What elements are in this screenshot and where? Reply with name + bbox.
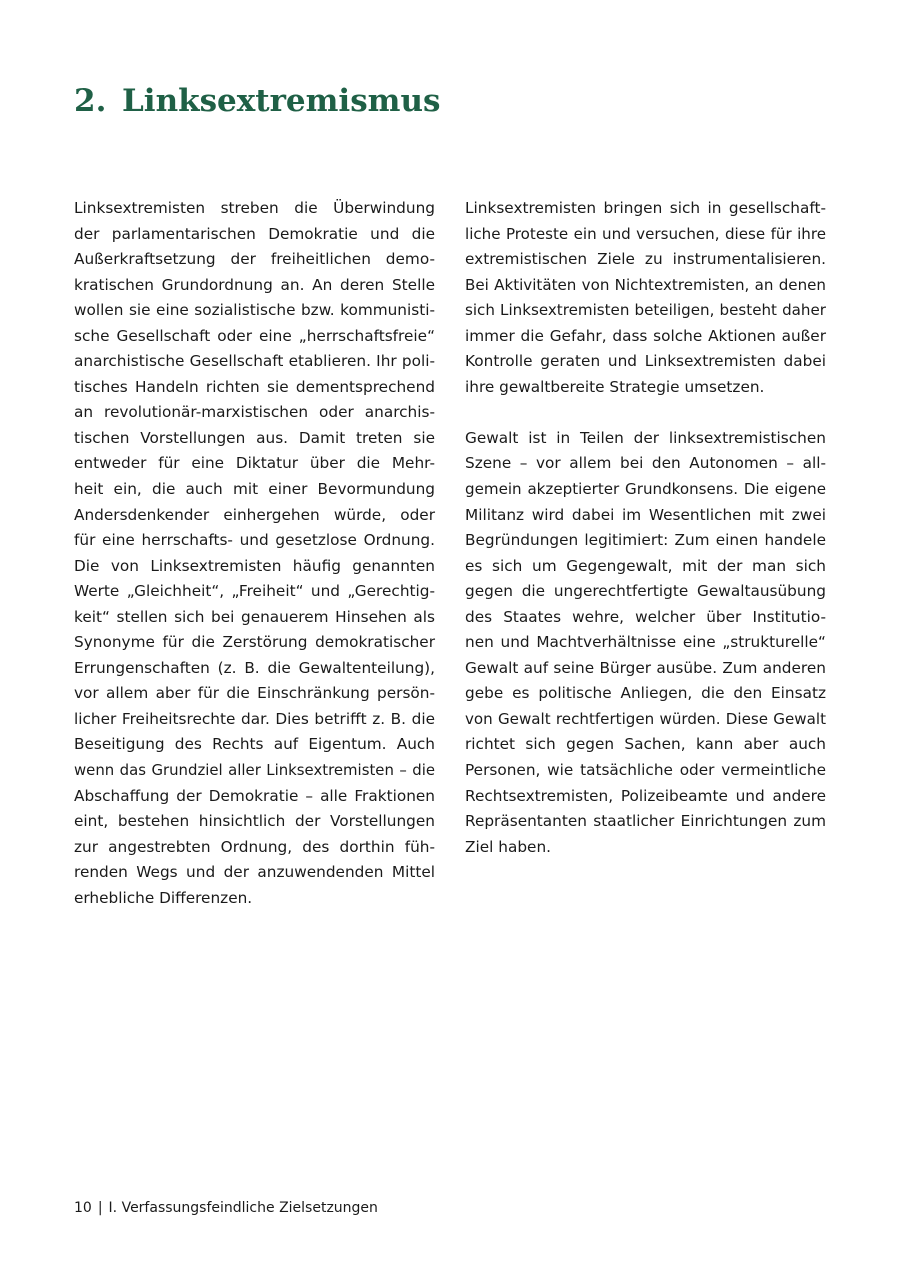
text-line: zur angestrebten Ordnung, des dorthin füh-	[74, 837, 435, 856]
text-line: Personen, wie tatsächliche oder vermeintliche	[465, 761, 826, 780]
text-line: tisches Handeln richten sie dementsprechend	[74, 377, 435, 396]
paragraph-gap	[465, 400, 826, 426]
text-line: wollen sie eine sozialistische bzw. kommunisti-	[74, 301, 435, 320]
text-line: Abschaffung der Demokratie – alle Fraktionen	[74, 786, 435, 805]
text-line: heit ein, die auch mit einer Bevormundung	[74, 480, 435, 499]
text-line: Errungenschaften (z. B. die Gewaltenteilung),	[74, 658, 435, 677]
text-line: gebe es politische Anliegen, die den Einsatz	[465, 684, 826, 703]
text-line: Die von Linksextremisten häufig genannten	[74, 556, 435, 575]
text-line: Ziel haben.	[465, 837, 552, 856]
text-line: der parlamentarischen Demokratie und die	[74, 224, 435, 243]
section-number: 2.	[74, 83, 107, 119]
text-line: Gewalt auf seine Bürger ausübe. Zum anderen	[465, 658, 826, 677]
text-line: ihre gewaltbereite Strategie umsetzen.	[465, 377, 765, 396]
footer-section-title: I. Verfassungsfeindliche Zielsetzungen	[108, 1200, 378, 1216]
text-line: Kontrolle geraten und Linksextremisten dabei	[465, 352, 826, 371]
text-line: richtet sich gegen Sachen, kann aber auch	[465, 735, 826, 754]
text-line: Außerkraftsetzung der freiheitlichen demo-	[74, 250, 435, 269]
text-line: liche Proteste ein und versuchen, diese für ihre	[465, 224, 826, 243]
text-line: nen und Machtverhältnisse eine „strukturelle“	[465, 633, 826, 652]
text-line: Rechtsextremisten, Polizeibeamte und andere	[465, 786, 826, 805]
text-line: Werte „Gleichheit“, „Freiheit“ und „Gerechtig-	[74, 582, 435, 601]
text-line: Andersdenkender einhergehen würde, oder	[74, 505, 435, 524]
text-line: licher Freiheitsrechte dar. Dies betrifft z. B. die	[74, 709, 435, 728]
text-line: es sich um Gegengewalt, mit der man sich	[465, 556, 826, 575]
text-line: Beseitigung des Rechts auf Eigentum. Auch	[74, 735, 435, 754]
text-line: extremistischen Ziele zu instrumentalisieren.	[465, 250, 826, 269]
text-line: Begründungen legitimiert: Zum einen handele	[465, 531, 826, 550]
text-line: sche Gesellschaft oder eine „herrschaftsfreie“	[74, 326, 435, 345]
text-line: von Gewalt rechtfertigen würden. Diese Gewalt	[465, 709, 826, 728]
text-line: kratischen Grundordnung an. An deren Stelle	[74, 275, 435, 294]
text-line: eint, bestehen hinsichtlich der Vorstellungen	[74, 812, 435, 831]
text-line: Militanz wird dabei im Wesentlichen mit zwei	[465, 505, 826, 524]
text-line: vor allem aber für die Einschränkung persön-	[74, 684, 435, 703]
paragraph-violence	[465, 426, 826, 860]
text-line: erhebliche Differenzen.	[74, 888, 253, 907]
paragraph-protests	[465, 196, 826, 400]
text-line: Szene – vor allem bei den Autonomen – all-	[465, 454, 826, 473]
right-column	[465, 196, 826, 860]
text-line: renden Wegs und der anzuwendenden Mittel	[74, 863, 435, 882]
text-line: sich Linksextremisten beteiligen, besteht daher	[465, 301, 826, 320]
section-title: Linksextremismus	[122, 83, 441, 119]
text-line: an revolutionär-marxistischen oder anarchis-	[74, 403, 435, 422]
text-line: des Staates wehre, welcher über Institutio-	[465, 607, 826, 626]
text-line: immer die Gefahr, dass solche Aktionen außer	[465, 326, 826, 345]
text-line: entweder für eine Diktatur über die Mehr-	[74, 454, 435, 473]
footer-separator: |	[97, 1200, 103, 1216]
text-line: gemein akzeptierter Grundkonsens. Die eigene	[465, 480, 826, 499]
text-line: wenn das Grundziel aller Linksextremisten – die	[74, 761, 435, 780]
page-title	[74, 78, 440, 124]
text-line: Gewalt ist in Teilen der linksextremistischen	[465, 428, 826, 447]
text-line: Linksextremisten streben die Überwindung	[74, 199, 435, 217]
page-footer	[74, 1197, 378, 1219]
text-line: Bei Aktivitäten von Nichtextremisten, an denen	[465, 275, 826, 294]
page-number: 10	[74, 1200, 92, 1216]
text-line: gegen die ungerechtfertigte Gewaltausübung	[465, 582, 826, 601]
text-line: Repräsentanten staatlicher Einrichtungen zum	[465, 812, 826, 831]
text-line: Synonyme für die Zerstörung demokratischer	[74, 633, 435, 652]
text-line: Linksextremisten bringen sich in gesellschaft-	[465, 199, 826, 217]
text-line: für eine herrschafts- und gesetzlose Ordnung.	[74, 531, 435, 550]
text-line: anarchistische Gesellschaft etablieren. Ihr poli-	[74, 352, 435, 371]
text-line: keit“ stellen sich bei genauerem Hinsehen als	[74, 607, 435, 626]
left-column	[74, 196, 435, 911]
text-line: tischen Vorstellungen aus. Damit treten sie	[74, 428, 435, 447]
